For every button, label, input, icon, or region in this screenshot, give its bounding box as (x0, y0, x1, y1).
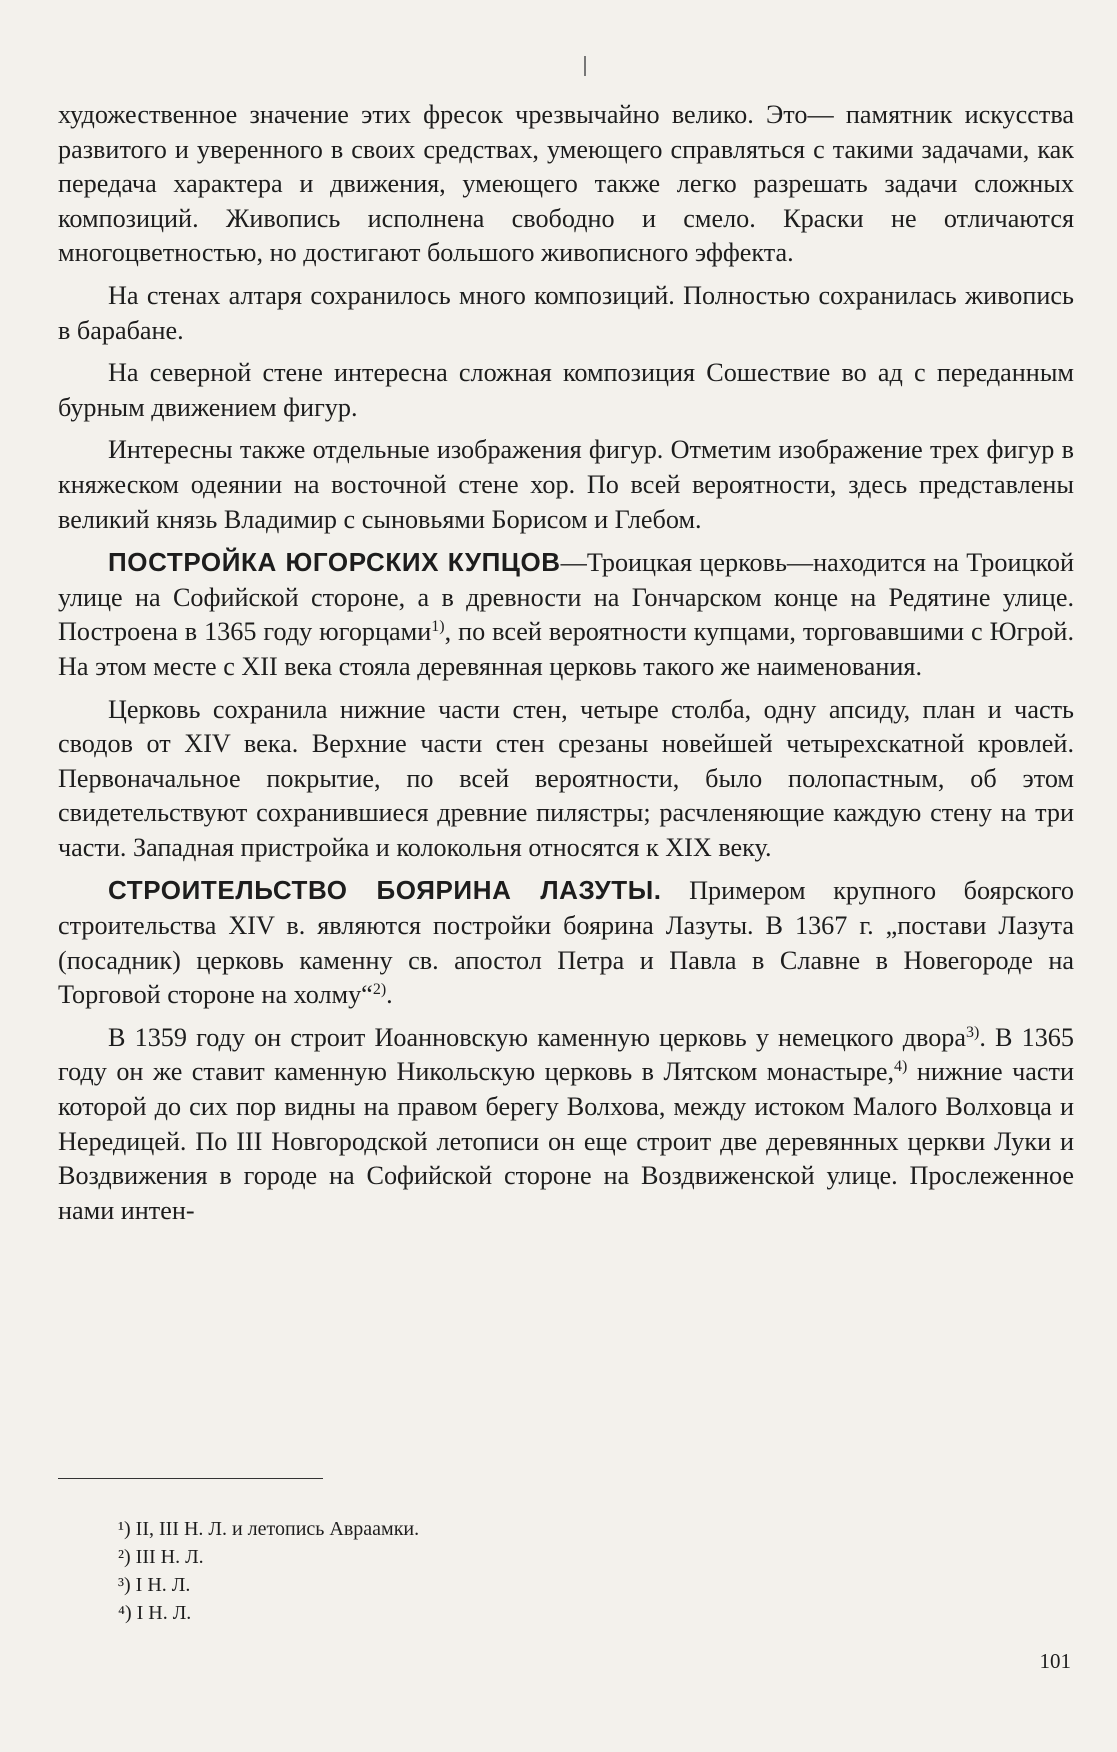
paragraph-8-text-c: нижние части которой до сих пор видны на правом берегу Волхова, между истоком Малого Волховца и Нередицей. По III Новгородской летописи он еще строит две деревянных церкви Луки и Воздвижения в городе на Софийской стороне на Воздвиженской улице. Прослеженное нами интен- (58, 1057, 1074, 1225)
paragraph-5-text-a: —Троицкая церковь—находится на Троицкой улице на Софийской стороне, а в древности на Гончарском конце на Редятине улице. Построена в 1365 году югорцами (58, 548, 1074, 647)
footnote-text: III Н. Л. (135, 1546, 204, 1568)
footnote-mark: ⁴) (118, 1602, 132, 1624)
paragraph-8 (58, 1021, 1074, 1229)
footnote-3 (118, 1571, 419, 1599)
paragraph-8-text-b: . В 1365 году он же ставит каменную Никольскую церковь в Лятском монастыре, (58, 1022, 1074, 1087)
footnote-mark: ³) (118, 1574, 131, 1596)
body-text (58, 98, 1074, 1228)
footnote-2 (118, 1543, 419, 1571)
paragraph-8-text-a: В 1359 году он строит Иоанновскую каменную церковь у немецкого двора (108, 1022, 967, 1052)
footnote-text: I Н. Л. (135, 1574, 191, 1596)
paragraph-7 (58, 873, 1074, 1012)
footnote-ref-1: 1) (431, 618, 445, 636)
footnote-text: I Н. Л. (136, 1602, 192, 1624)
footnote-ref-2: 2) (372, 981, 387, 999)
paragraph-7-text-a: Примером крупного боярского строительства XIV в. являются постройки боярина Лазуты. В 1367 г. „постави Лазута (посадник) церковь каменну св. апостол Петра и Павла в Славне в Новегороде на Торговой стороне на холму“ (58, 876, 1074, 1010)
paragraph-6: Церковь сохранила нижние части стен, четыре столба, одну апсиду, план и часть сводов от XIV века. Верхние части стен срезаны новейшей четырехскатной кровлей. Первоначальное покрытие, по всей вероятности, было полопастным, об этом свидетельствуют сохранившиеся древние пилястры; расчленяющие каждую стену на три части. Западная пристройка и колокольня относятся к XIX веку. (58, 694, 1074, 862)
paragraph-5-text-b: , по всей вероятности купцами, торговавшими с Югрой. На этом месте с XII века стояла деревянная церковь такого же наименования. (58, 617, 1074, 681)
footnote-mark: ¹) (118, 1518, 131, 1540)
footnote-ref-4: 4) (894, 1058, 908, 1076)
footnote-4 (118, 1599, 419, 1627)
paragraph-1: художественное значение этих фресок чрезвычайно велико. Это— памятник искусства развитого и уверенного в своих средствах, умеющего справляться с такими задачами, как передача характера и движения, умеющего также легко разрешать задачи сложных композиций. Живопись исполнена свободно и смело. Краски не отличаются многоцветностью, но достигают большого живописного эффекта. (58, 100, 1074, 268)
section-heading-boyar-lazuta: СТРОИТЕЛЬСТВО БОЯРИНА ЛАЗУТЫ. (108, 875, 662, 906)
paragraph-7-text-b: . (386, 980, 393, 1010)
paragraph-3: На северной стене интересна сложная композиция Сошествие во ад с переданным бурным движением фигур. (58, 358, 1074, 422)
footnotes (118, 1515, 419, 1627)
footnote-1 (118, 1515, 419, 1543)
footnote-text: II, III Н. Л. и летопись Авраамки. (135, 1518, 420, 1540)
footnote-mark: ²) (118, 1546, 131, 1568)
page-number: 101 (1039, 1649, 1071, 1673)
section-heading-yugorsk-merchants: ПОСТРОЙКА ЮГОРСКИХ КУПЦОВ (108, 547, 561, 578)
footnote-rule (58, 1478, 323, 1479)
paragraph-4: Интересны также отдельные изображения фигур. Отметим изображение трех фигур в княжеском одеянии на восточной стене хор. По всей вероятности, здесь представлены великий князь Владимир с сыновьями Борисом и Глебом. (58, 435, 1074, 534)
paragraph-2: На стенах алтаря сохранилось много композиций. Полностью сохранилась живопись в барабане. (58, 280, 1074, 345)
top-mark (584, 56, 586, 76)
footnote-ref-3: 3) (966, 1023, 980, 1041)
paragraph-5 (58, 545, 1074, 684)
page-body (58, 98, 1074, 1236)
